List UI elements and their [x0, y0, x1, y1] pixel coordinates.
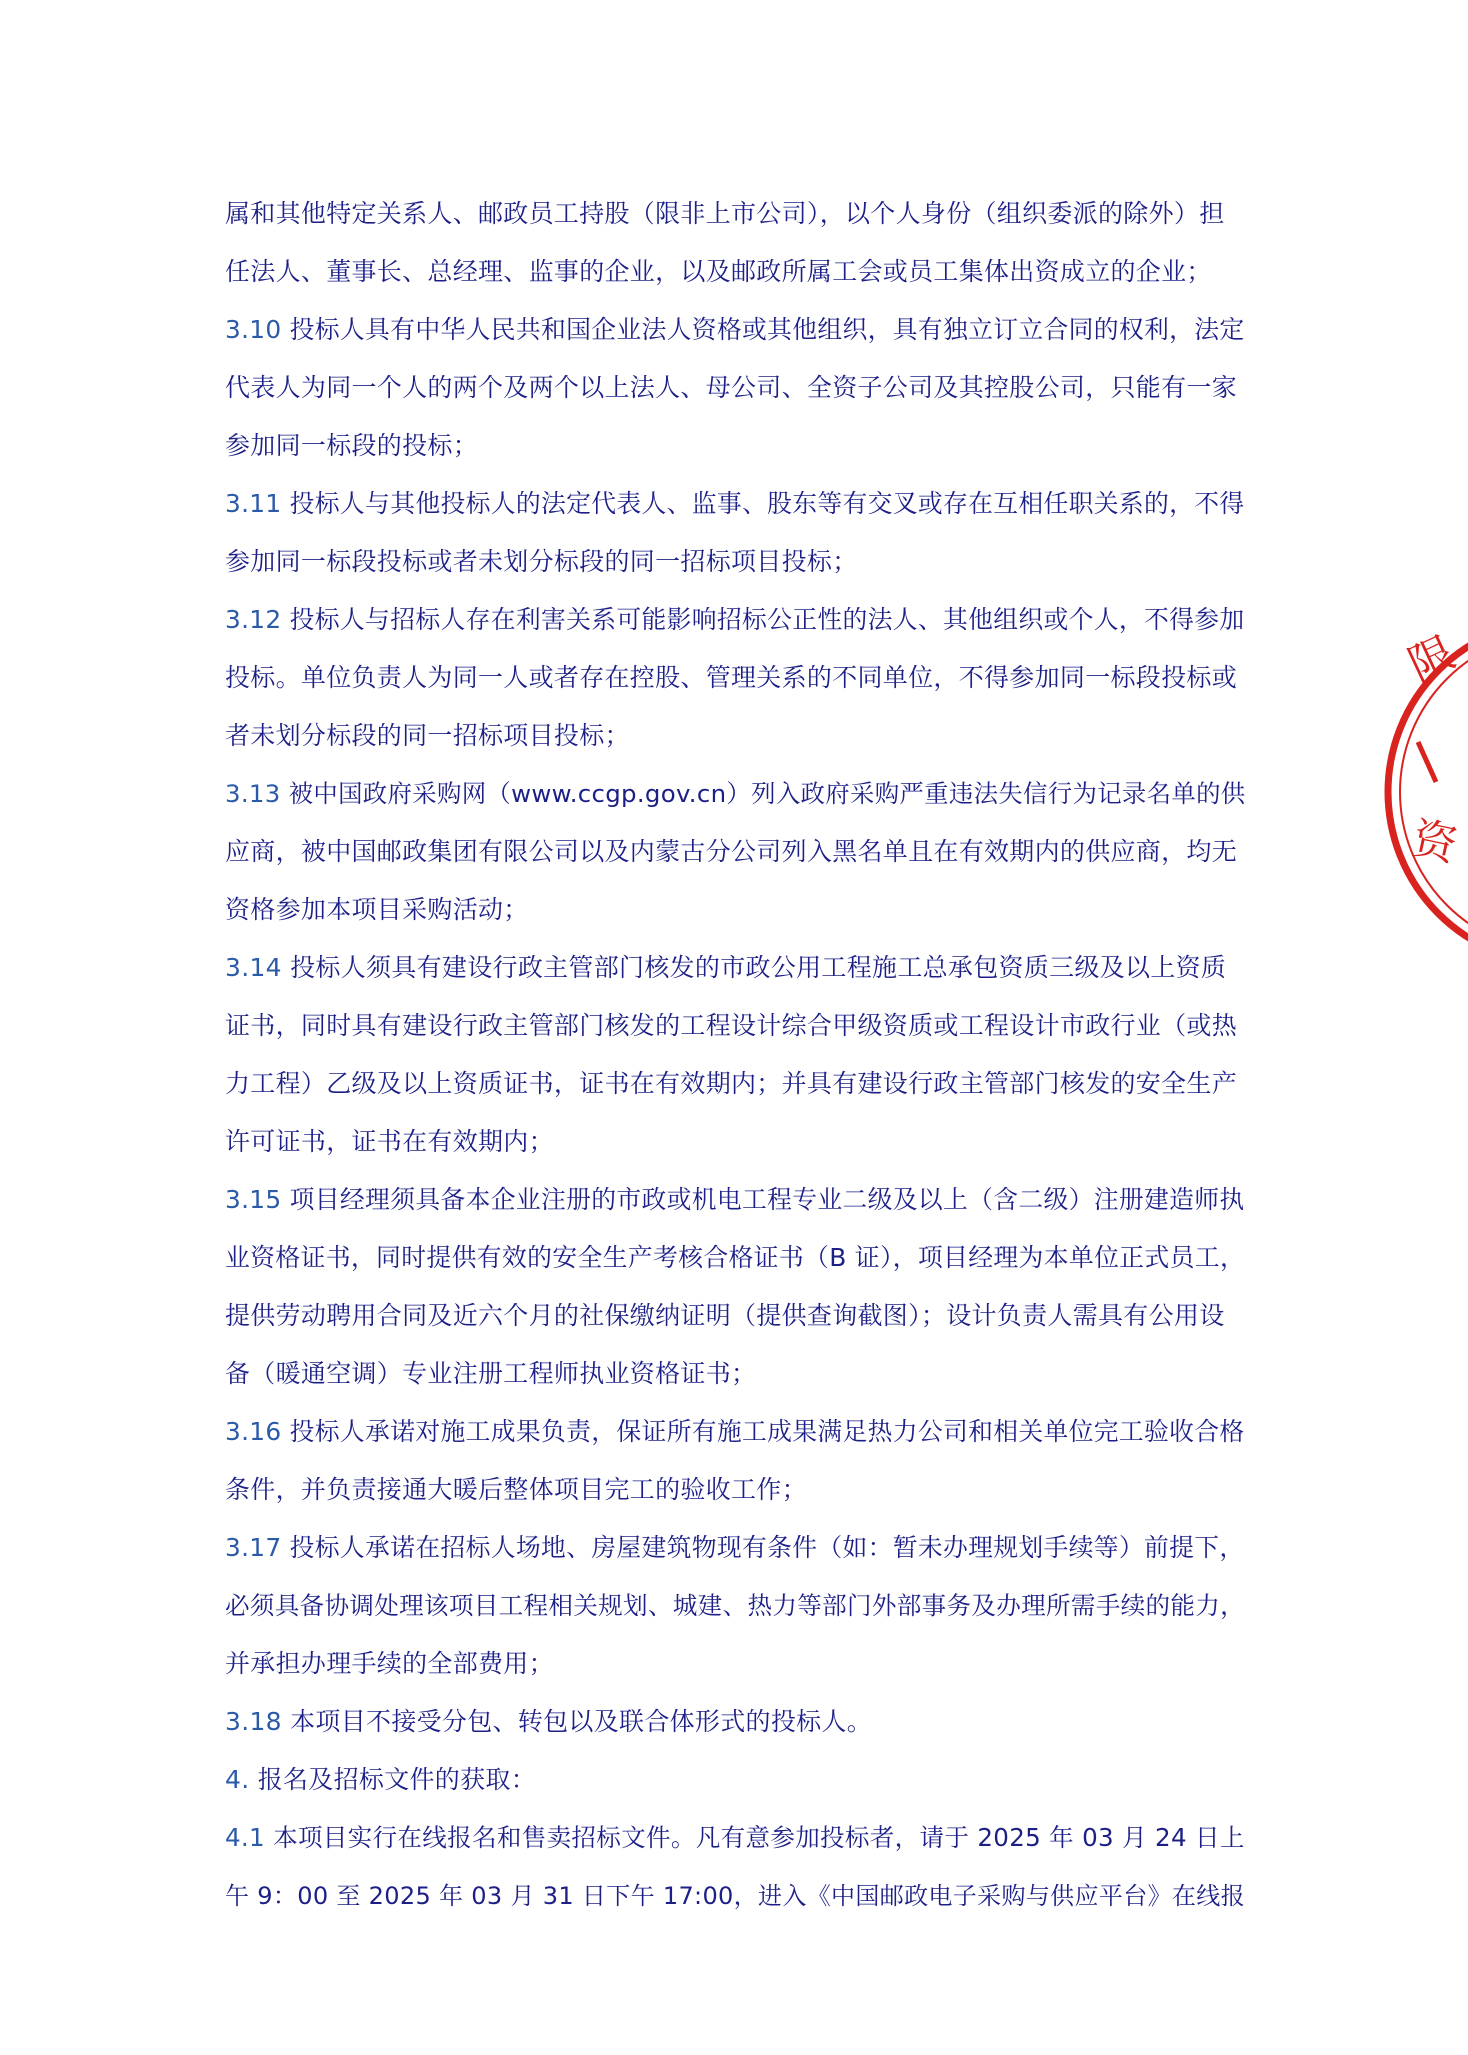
- document-body: [225, 185, 1245, 1925]
- line-text: 投标人与招标人存在利害关系可能影响招标公正性的法人、其他组织或个人，不得参加: [281, 605, 1245, 634]
- line-text: 投标人承诺对施工成果负责，保证所有施工成果满足热力公司和相关单位完工验收合格: [281, 1417, 1245, 1446]
- document-line: [225, 243, 1245, 301]
- line-text: 证书，同时具有建设行政主管部门核发的工程设计综合甲级资质或工程设计市政行业（或热: [225, 1011, 1238, 1040]
- document-line: [225, 1403, 1245, 1461]
- line-text: 备（暖通空调）专业注册工程师执业资格证书；: [225, 1359, 757, 1388]
- document-line: [225, 1055, 1245, 1113]
- document-line: [225, 475, 1245, 533]
- document-line: [225, 765, 1245, 823]
- document-line: [225, 823, 1245, 881]
- document-line: [225, 1345, 1245, 1403]
- document-line: [225, 649, 1245, 707]
- document-line: [225, 1461, 1245, 1519]
- document-line: [225, 1635, 1245, 1693]
- line-text: 业资格证书，同时提供有效的安全生产考核合格证书（B 证），项目经理为本单位正式员工，: [225, 1243, 1246, 1272]
- clause-number: 4.1: [225, 1823, 265, 1852]
- line-text: 属和其他特定关系人、邮政员工持股（限非上市公司），以个人身份（组织委派的除外）担: [225, 199, 1225, 228]
- document-line: [225, 1519, 1245, 1577]
- clause-number: 3.17: [225, 1533, 282, 1562]
- red-seal-stamp: [1378, 612, 1468, 972]
- document-line: [225, 1287, 1245, 1345]
- document-line: [225, 1577, 1245, 1635]
- document-line: [225, 533, 1245, 591]
- line-text: 投标人承诺在招标人场地、房屋建筑物现有条件（如：暂未办理规划手续等）前提下，: [281, 1533, 1245, 1562]
- document-line: [225, 417, 1245, 475]
- line-text: 力工程）乙级及以上资质证书，证书在有效期内；并具有建设行政主管部门核发的安全生产: [225, 1069, 1238, 1098]
- line-text: 投标人与其他投标人的法定代表人、监事、股东等有交叉或存在互相任职关系的，不得: [281, 489, 1245, 518]
- line-text: 项目经理须具备本企业注册的市政或机电工程专业二级及以上（含二级）注册建造师执: [281, 1185, 1245, 1214]
- document-line: [225, 1171, 1245, 1229]
- document-line: [225, 1229, 1245, 1287]
- clause-number: 3.16: [225, 1417, 282, 1446]
- line-text: 本项目实行在线报名和售卖招标文件。凡有意参加投标者，请于 2025 年 03 月 24 日上: [264, 1823, 1245, 1852]
- line-text: 许可证书，证书在有效期内；: [225, 1127, 554, 1156]
- clause-number: 3.12: [225, 605, 282, 634]
- document-line: [225, 707, 1245, 765]
- line-text: 提供劳动聘用合同及近六个月的社保缴纳证明（提供查询截图）；设计负责人需具有公用设: [225, 1301, 1225, 1330]
- document-line: [225, 1867, 1245, 1925]
- document-line: [225, 185, 1245, 243]
- document-line: [225, 1809, 1245, 1867]
- line-text: 本项目不接受分包、转包以及联合体形式的投标人。: [281, 1707, 873, 1736]
- line-text: 资格参加本项目采购活动；: [225, 895, 529, 924]
- line-text: 投标。单位负责人为同一人或者存在控股、管理关系的不同单位，不得参加同一标段投标或: [225, 663, 1238, 692]
- document-line: [225, 1693, 1245, 1751]
- line-text: 并承担办理手续的全部费用；: [225, 1649, 554, 1678]
- document-line: [225, 359, 1245, 417]
- line-text: 午 9：00 至 2025 年 03 月 31 日下午 17:00，进入《中国邮政电子采购与供应平台》在线报: [225, 1882, 1245, 1910]
- line-text: 任法人、董事长、总经理、监事的企业，以及邮政所属工会或员工集体出资成立的企业；: [225, 257, 1212, 286]
- line-text: 参加同一标段投标或者未划分标段的同一招标项目投标；: [225, 547, 858, 576]
- line-text: 应商，被中国邮政集团有限公司以及内蒙古分公司列入黑名单且在有效期内的供应商，均无: [225, 837, 1238, 866]
- document-line: [225, 301, 1245, 359]
- line-text: 条件，并负责接通大暖后整体项目完工的验收工作；: [225, 1475, 807, 1504]
- line-text: 参加同一标段的投标；: [225, 431, 479, 460]
- line-text: 被中国政府采购网（www.ccgp.gov.cn）列入政府采购严重违法失信行为记录名单的供: [280, 779, 1246, 808]
- clause-number: 3.13: [225, 779, 281, 808]
- clause-number: 3.11: [225, 489, 282, 518]
- document-line: [225, 1113, 1245, 1171]
- clause-number: 3.14: [225, 953, 282, 982]
- line-text: 代表人为同一个人的两个及两个以上法人、母公司、全资子公司及其控股公司，只能有一家: [225, 373, 1238, 402]
- clause-number: 3.10: [225, 315, 282, 344]
- document-line: [225, 997, 1245, 1055]
- clause-number: 4.: [225, 1765, 250, 1794]
- clause-number: 3.18: [225, 1707, 282, 1736]
- stamp-char-2: 资: [1407, 812, 1462, 872]
- document-line: [225, 1751, 1245, 1809]
- line-text: 投标人须具有建设行政主管部门核发的市政公用工程施工总承包资质三级及以上资质: [281, 953, 1227, 982]
- stamp-char-1: 限: [1401, 627, 1463, 692]
- line-text: 投标人具有中华人民共和国企业法人资格或其他组织，具有独立订立合同的权利，法定: [281, 315, 1245, 344]
- document-line: [225, 881, 1245, 939]
- line-text: 者未划分标段的同一招标项目投标；: [225, 721, 630, 750]
- document-line: [225, 939, 1245, 997]
- line-text: 报名及招标文件的获取：: [249, 1765, 537, 1794]
- clause-number: 3.15: [225, 1185, 282, 1214]
- document-line: [225, 591, 1245, 649]
- line-text: 必须具备协调处理该项目工程相关规划、城建、热力等部门外部事务及办理所需手续的能力，: [225, 1591, 1246, 1620]
